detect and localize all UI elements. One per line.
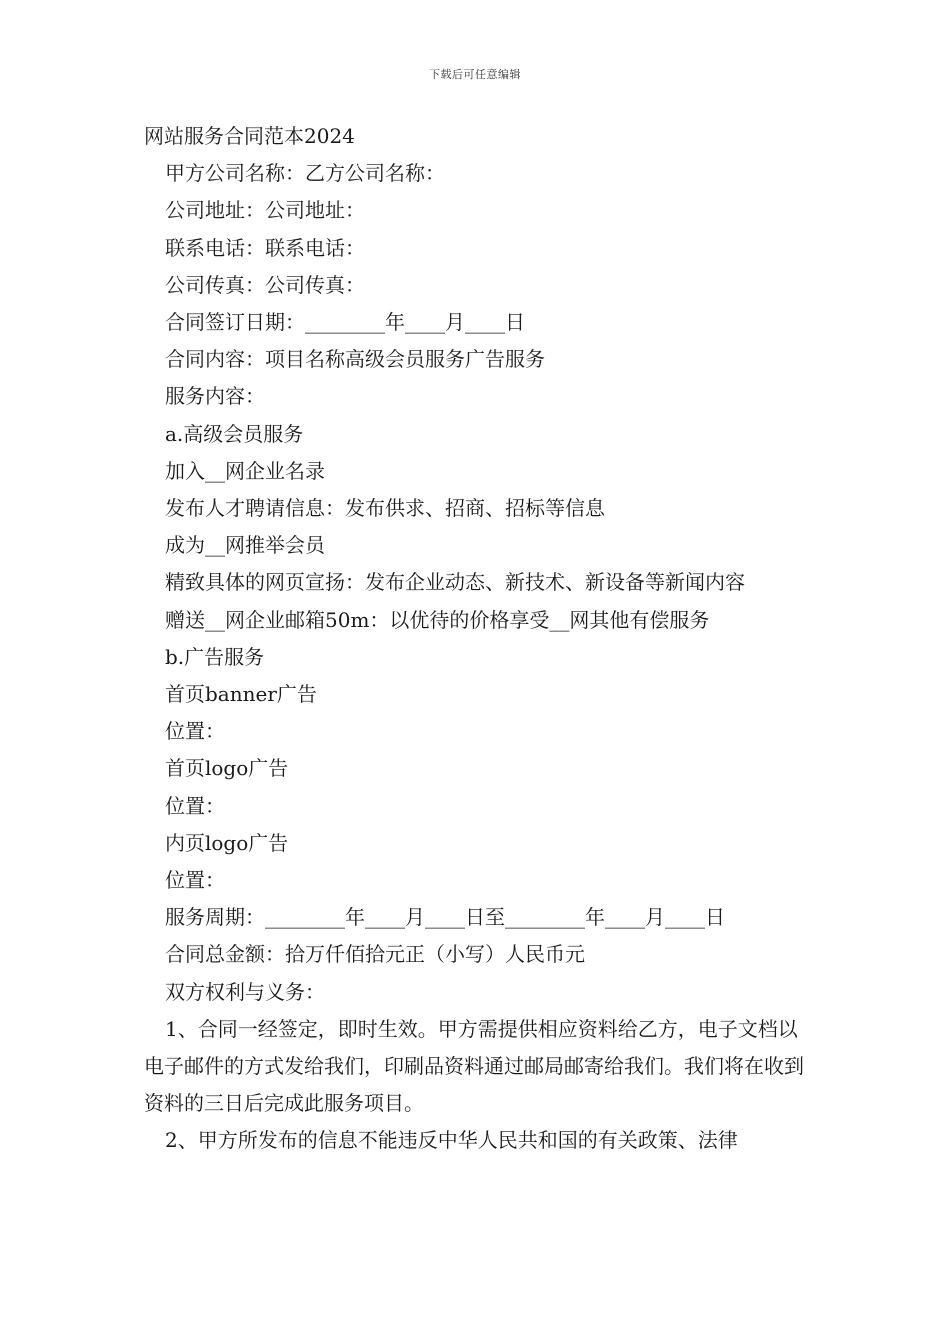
- web-promotion-item: 精致具体的网页宣扬：发布企业动态、新技术、新设备等新闻内容: [165, 570, 745, 595]
- banner-ad-item: 首页banner广告: [165, 682, 317, 707]
- document-body: [144, 118, 808, 1160]
- recruit-info-item: 发布人才聘请信息：发布供求、招商、招标等信息: [165, 496, 605, 521]
- total-amount-line: 合同总金额：拾万仟佰拾元正（小写）人民币元: [165, 942, 585, 967]
- party-names-line: 甲方公司名称：乙方公司名称：: [165, 161, 445, 186]
- inner-logo-ad-item: 内页logo广告: [165, 830, 289, 855]
- email-gift-item: 赠送__网企业邮箱50m：以优待的价格享受__网其他有偿服务: [165, 607, 710, 632]
- service-period-line: 服务周期：________年____月____日至________年____月____日: [165, 905, 725, 930]
- contract-content-line: 合同内容：项目名称高级会员服务广告服务: [165, 347, 545, 372]
- page-header-note: 下载后可任意编辑: [429, 68, 521, 81]
- section-b-heading: b.广告服务: [165, 644, 265, 669]
- recommended-member-item: 成为__网推举会员: [165, 533, 325, 558]
- fax-line: 公司传真：公司传真：: [165, 272, 365, 297]
- home-logo-ad-item: 首页logo广告: [165, 756, 289, 781]
- sign-date-line: 合同签订日期：________年____月____日: [165, 310, 525, 335]
- section-a-heading: a.高级会员服务: [165, 421, 304, 446]
- directory-item: 加入__网企业名录: [165, 458, 325, 483]
- banner-position-line: 位置：: [165, 719, 225, 744]
- inner-logo-position-line: 位置：: [165, 868, 225, 893]
- home-logo-position-line: 位置：: [165, 793, 225, 818]
- service-content-heading: 服务内容：: [165, 384, 265, 409]
- document-title: 网站服务合同范本2024: [144, 124, 355, 148]
- phone-line: 联系电话：联系电话：: [165, 235, 365, 260]
- address-line: 公司地址：公司地址：: [165, 198, 365, 223]
- clause-1-paragraph: 1、合同一经签定，即时生效。甲方需提供相应资料给乙方，电子文档以电子邮件的方式发给我们，印刷品资料通过邮局邮寄给我们。我们将在收到资料的三日后完成此服务项目。: [144, 1016, 804, 1116]
- clause-2-paragraph: 2、甲方所发布的信息不能违反中华人民共和国的有关政策、法律: [165, 1128, 738, 1153]
- rights-obligations-heading: 双方权利与义务：: [165, 979, 325, 1004]
